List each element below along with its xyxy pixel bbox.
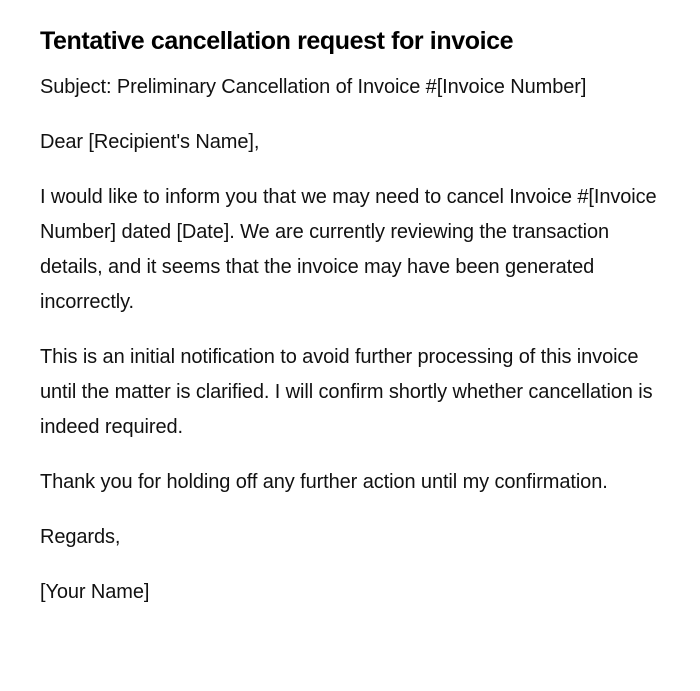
paragraph-intro: I would like to inform you that we may need to cancel Invoice #[Invoice Number] dated [Date]. We are currently reviewing the transaction details, and it seems that the invoice may have been generated incorrectly. xyxy=(40,186,657,313)
signature: [Your Name] xyxy=(40,581,150,603)
subject-line: Subject: Preliminary Cancellation of Invoice #[Invoice Number] xyxy=(40,76,587,98)
paragraph-thanks: Thank you for holding off any further action until my confirmation. xyxy=(40,471,608,493)
salutation: Dear [Recipient's Name], xyxy=(40,131,260,153)
document-title: Tentative cancellation request for invoice xyxy=(40,27,514,55)
paragraph-notification: This is an initial notification to avoid further processing of this invoice until the matter is clarified. I will confirm shortly whether cancellation is indeed required. xyxy=(40,346,653,438)
closing: Regards, xyxy=(40,526,121,548)
